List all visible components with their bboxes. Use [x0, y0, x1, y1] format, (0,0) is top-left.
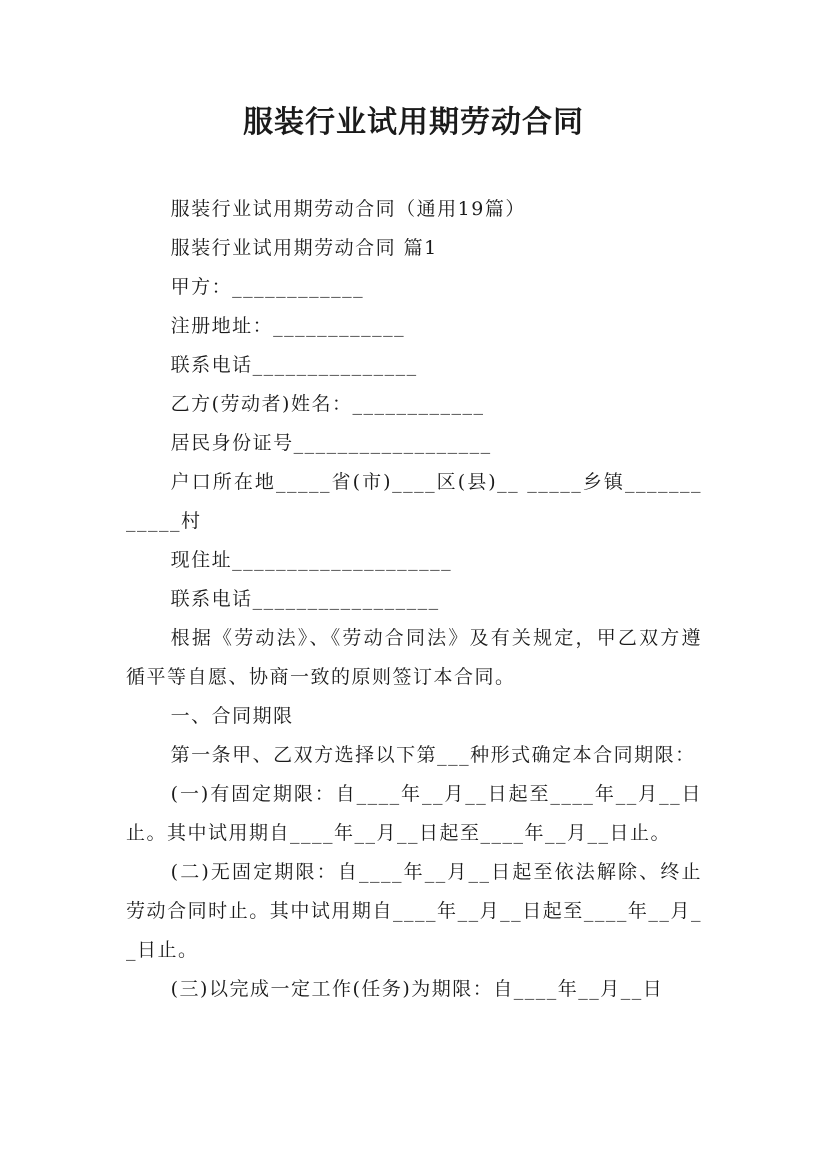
paragraph-contract-term-heading: 一、合同期限 [170, 705, 294, 727]
document-title: 服装行业试用期劳动合同 [243, 105, 584, 140]
paragraph-registered-address: 注册地址：____________ [170, 315, 406, 337]
paragraph-task-based-term: (三)以完成一定工作(任务)为期限：自____年__月__日 [170, 978, 664, 1000]
paragraph-article-one: 第一条甲、乙双方选择以下第___种形式确定本合同期限： [170, 744, 696, 766]
paragraph-contact-phone-a: 联系电话_______________ [170, 354, 418, 376]
paragraph-party-a: 甲方：____________ [170, 276, 365, 298]
paragraph-legal-basis: 根据《劳动法》、《劳动合同法》及有关规定，甲乙双方遵循平等自愿、协商一致的原则签订本合同。 [126, 627, 702, 688]
document-body [126, 190, 702, 1009]
paragraph-household-registration: 户口所在地_____省(市)____区(县)__ _____乡镇____________村 [126, 471, 702, 532]
paragraph-subtitle: 服装行业试用期劳动合同（通用19篇） [170, 198, 526, 220]
paragraph-contact-phone-b: 联系电话_________________ [170, 588, 440, 610]
paragraph-id-number: 居民身份证号__________________ [170, 432, 492, 454]
paragraph-section-heading: 服装行业试用期劳动合同 篇1 [170, 237, 438, 259]
paragraph-open-term: (二)无固定期限：自____年__月__日起至依法解除、终止劳动合同时止。其中试用期自____年__月__日起至____年__月__日止。 [126, 861, 702, 961]
paragraph-party-b-name: 乙方(劳动者)姓名：____________ [170, 393, 485, 415]
paragraph-fixed-term: (一)有固定期限：自____年__月__日起至____年__月__日止。其中试用期自____年__月__日起至____年__月__日止。 [126, 783, 702, 844]
paragraph-current-address: 现住址____________________ [170, 549, 453, 571]
